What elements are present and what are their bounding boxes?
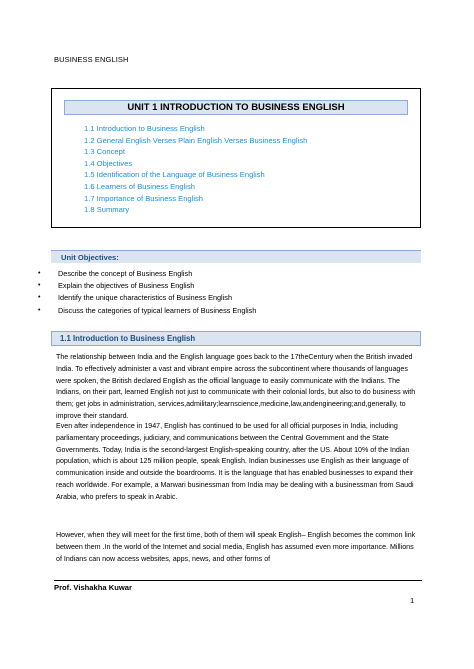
toc-item[interactable]: 1.4 Objectives: [84, 158, 133, 168]
body-paragraph: However, when they will meet for the first time, both of them will speak English– English becomes the common link between them .In the world of the Internet and social media, English has assumed even more importance. Millions of Indians can now access websites, apps, news, and other forms of: [56, 531, 416, 563]
bullet-icon: •: [38, 270, 41, 277]
footer-divider: [54, 580, 422, 581]
toc-item[interactable]: 1.7 Importance of Business English: [84, 193, 204, 203]
objective-text: Identify the unique characteristics of Business English: [58, 293, 233, 303]
toc-item[interactable]: 1.2 General English Verses Plain English Verses Business English: [84, 135, 308, 145]
bullet-icon: •: [38, 294, 41, 302]
objective-text: Describe the concept of Business English: [58, 269, 193, 278]
objective-text: Explain the objectives of Business English: [58, 281, 195, 291]
section-heading: 1.1 Introduction to Business English: [51, 331, 421, 346]
list-item: [38, 280, 256, 292]
unit-contents-box: [51, 88, 421, 228]
list-item: [38, 292, 256, 304]
body-paragraph: The relationship between India and the English language goes back to the 17theCentury when the British invaded India. To effectively administer a vast and vibrant empire across the subcontinent where thousands of languages were spoken, the British declared English as the official language to easily communicate with the Indians. The Indians, on their part, learned English not just to communicate with their colonial lords, but also to do business with them; get jobs in administration, services,admilitary;learnscience,medicine,law,andengineering;and,generally, to improve their standard.: [56, 353, 416, 420]
toc-item[interactable]: 1.3 Concept: [84, 147, 125, 157]
table-of-contents: [84, 123, 420, 216]
toc-item[interactable]: 1.6 Learners of Business English: [84, 181, 196, 191]
list-item: [38, 305, 256, 317]
toc-item[interactable]: 1.1 Introduction to Business English: [84, 124, 205, 133]
objectives-list: [38, 268, 256, 317]
footer-author: Prof. Vishakha Kuwar: [54, 583, 132, 592]
toc-item[interactable]: 1.5 Identification of the Language of Business English: [84, 170, 265, 180]
page-number: 1: [410, 596, 415, 605]
running-header: BUSINESS ENGLISH: [54, 55, 129, 64]
bullet-icon: •: [38, 282, 41, 290]
objectives-heading: Unit Objectives:: [51, 250, 421, 263]
unit-title: UNIT 1 INTRODUCTION TO BUSINESS ENGLISH: [64, 100, 408, 115]
body-paragraph: Even after independence in 1947, English has continued to be used for all official purposes in India, including parliamentary proceedings, judiciary, and communications between the Central Government and the State Governments. Today, India is the second-largest English-speaking country, after the US. About 10% of the Indian population, which is about 125 million people, speak English. Indian businesses use English as their language of communication inside and outside the boardrooms. It is the language that has enabled businesses to expand their reach worldwide. For example, a Marwari businessman from India may be dealing with a businessman from Saudi Arabia, who prefers to speak in Arabic.: [56, 422, 414, 501]
list-item: [38, 268, 256, 280]
toc-item[interactable]: 1.8 Summary: [84, 205, 130, 215]
objective-text: Discuss the categories of typical learners of Business English: [58, 305, 257, 315]
bullet-icon: •: [38, 306, 41, 314]
